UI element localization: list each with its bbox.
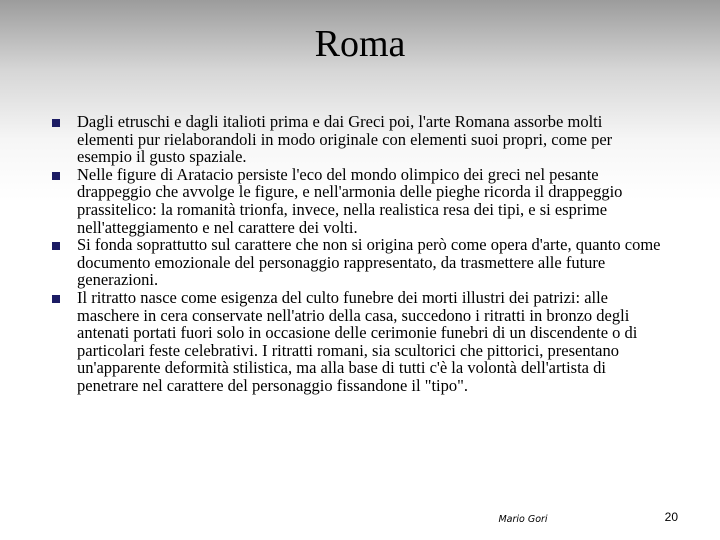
footer-author: Mario Gori bbox=[498, 514, 548, 525]
square-bullet-icon bbox=[52, 295, 60, 303]
square-bullet-icon bbox=[52, 172, 60, 180]
square-bullet-icon bbox=[52, 119, 60, 127]
list-item bbox=[52, 166, 662, 236]
square-bullet-icon bbox=[52, 242, 60, 250]
bullet-text: Il ritratto nasce come esigenza del culto funebre dei morti illustri dei patrizi: alle maschere in cera conservate nell'atrio della casa, succedono i ritratti in bronzo degli antenati portati fuori solo in occasione delle cerimonie funebri di un discendente o di particolari feste celebrativi. I ritratti romani, sia scultorici che pittorici, presentano un'apparente deformità stilistica, ma alla base di tutti c'è la volontà dell'artista di penetrare nel carattere del personaggio fissandone il "tipo". bbox=[77, 287, 638, 395]
list-item bbox=[52, 236, 662, 289]
slide-title: Roma bbox=[314, 23, 406, 65]
list-item bbox=[52, 289, 662, 395]
list-item bbox=[52, 113, 662, 166]
bullet-list bbox=[52, 113, 662, 395]
bullet-text: Dagli etruschi e dagli italioti prima e dai Greci poi, l'arte Romana assorbe molti elementi pur rielaborandoli in modo originale con elementi suoi propri, come per esempio il gusto spaziale. bbox=[77, 112, 613, 167]
bullet-text: Si fonda soprattutto sul carattere che non si origina però come opera d'arte, quanto come documento emozionale del personaggio rappresentato, da trasmettere alle future generazioni. bbox=[77, 235, 661, 290]
bullet-text: Nelle figure di Aratacio persiste l'eco del mondo olimpico dei greci nel pesante drappeggio che avvolge le figure, e nell'armonia delle pieghe ricorda il drappeggio prassitelico: la romanità trionfa, invece, nella realistica resa dei tipi, e si esprime nell'atteggiamento e nel carattere dei volti. bbox=[77, 164, 623, 237]
slide-number: 20 bbox=[664, 510, 678, 524]
